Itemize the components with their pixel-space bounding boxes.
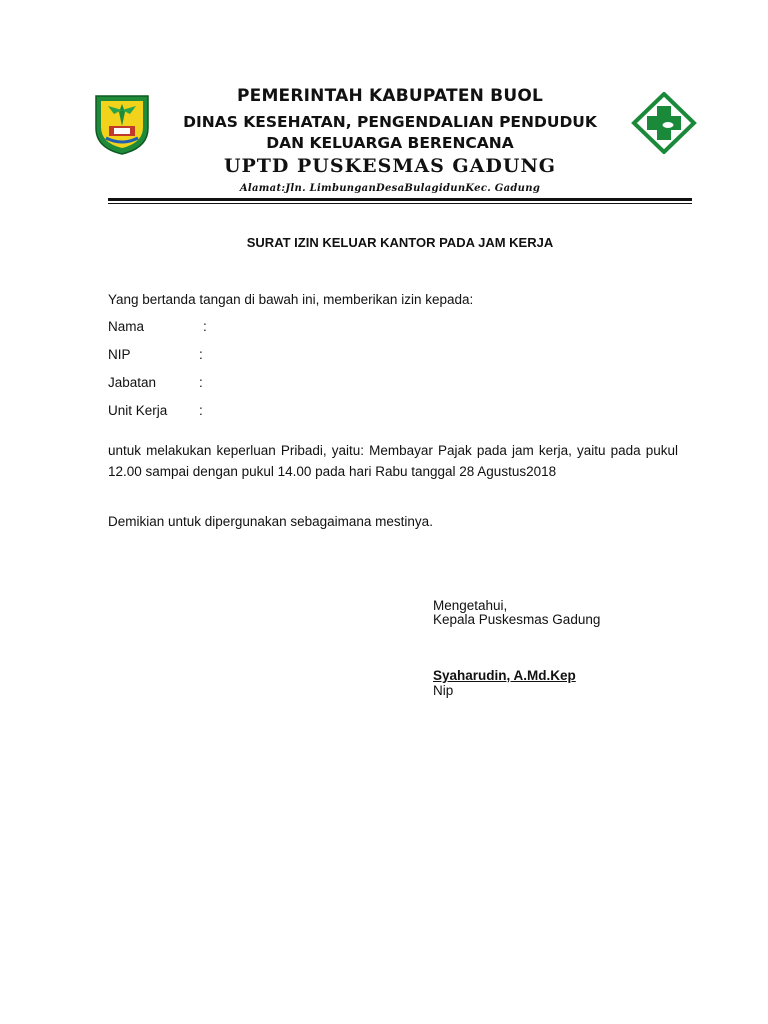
signature-name: Syaharudin, A.Md.Kep xyxy=(433,668,576,683)
signature-nip: Nip xyxy=(433,683,454,698)
field-label-unit-kerja: Unit Kerja xyxy=(108,403,168,418)
letter-body: untuk melakukan keperluan Pribadi, yaitu: Membayar Pajak pada jam kerja, yaitu pada pukul 12.00 sampai dengan pukul 14.00 pada hari Rabu tanggal 28 Agustus2018 xyxy=(108,443,678,479)
buol-regency-emblem-icon xyxy=(92,92,152,156)
signature-acknowledge: Mengetahui, xyxy=(433,598,508,613)
field-colon-jabatan: : xyxy=(199,375,203,390)
header-line-4: UPTD PUSKESMAS GADUNG xyxy=(223,155,557,177)
letter-intro: Yang bertanda tangan di bawah ini, memberikan izin kepada: xyxy=(108,292,474,307)
field-colon-nip: : xyxy=(199,347,203,362)
field-label-nama: Nama xyxy=(108,319,145,334)
header-divider-thick xyxy=(108,198,692,201)
signature-position: Kepala Puskesmas Gadung xyxy=(433,612,601,627)
header-line-3: DAN KELUARGA BERENCANA xyxy=(266,134,514,152)
field-colon-unit-kerja: : xyxy=(199,403,203,418)
puskesmas-cross-logo-icon xyxy=(630,92,698,154)
header-divider-thin xyxy=(108,203,692,204)
field-colon-nama: : xyxy=(203,319,207,334)
field-label-jabatan: Jabatan xyxy=(108,375,157,390)
letter-title: SURAT IZIN KELUAR KANTOR PADA JAM KERJA xyxy=(246,235,554,250)
header-line-1: PEMERINTAH KABUPATEN BUOL xyxy=(236,86,544,106)
field-label-nip: NIP xyxy=(108,347,131,362)
header-address: Alamat:Jln. LimbunganDesaBulagidunKec. Gadung xyxy=(239,183,541,194)
header-line-2: DINAS KESEHATAN, PENGENDALIAN PENDUDUK xyxy=(183,113,597,131)
letter-closing: Demikian untuk dipergunakan sebagaimana mestinya. xyxy=(108,514,433,529)
